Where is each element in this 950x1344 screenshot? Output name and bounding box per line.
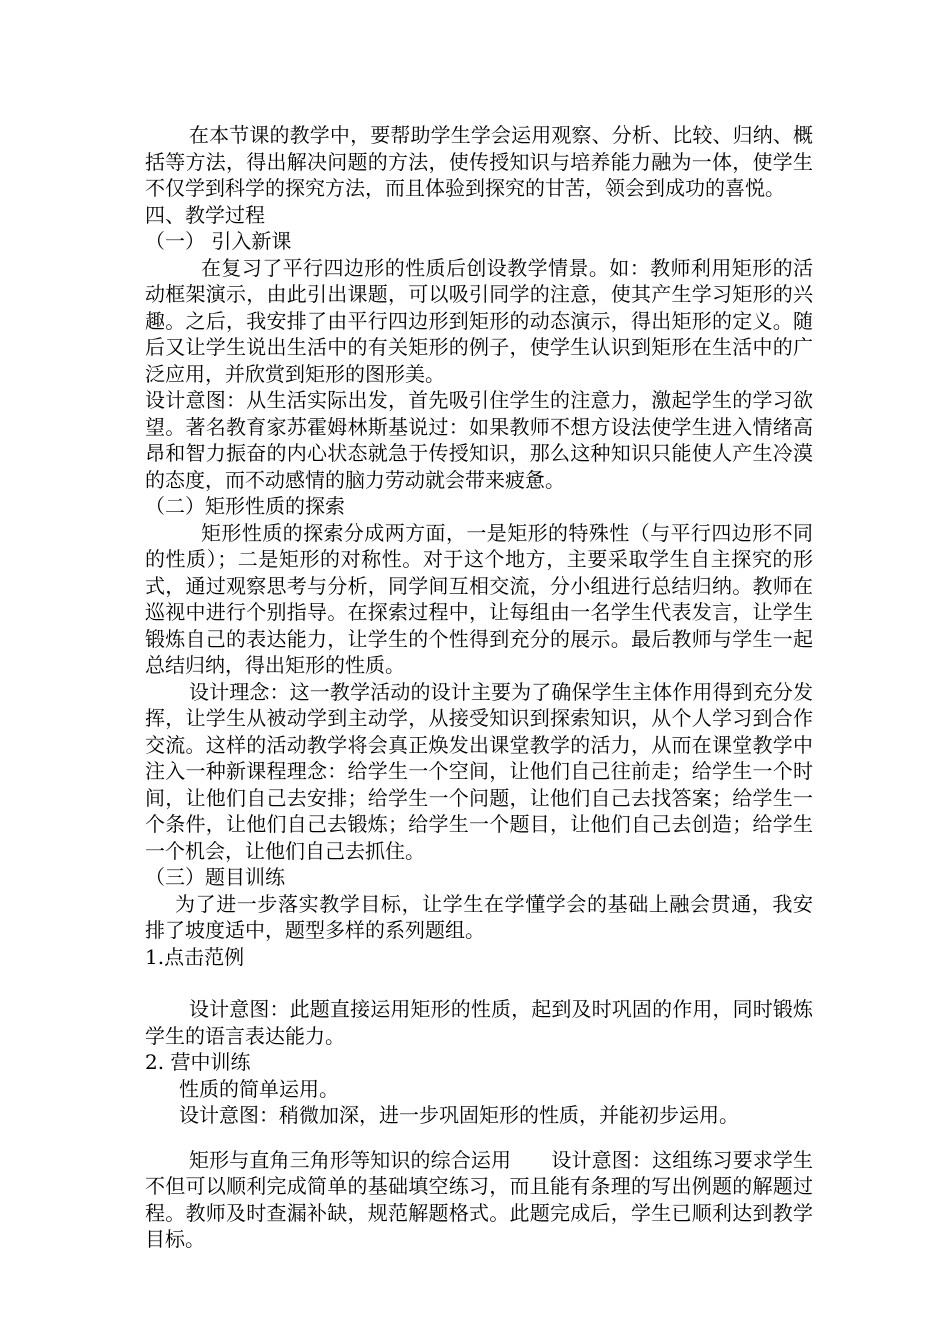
paragraph-exercise-intro: 为了进一步落实教学目标，让学生在学懂学会的基础上融会贯通，我安排了坡度适中，题型多样的系列题组。 <box>145 891 813 942</box>
heading-teaching-process: 四、教学过程 <box>145 202 265 227</box>
subheading-exercise-training: （三）题目训练 <box>145 865 285 889</box>
paragraph-comprehensive-application: 矩形与直角三角形等知识的综合运用 设计意图：这组练习要求学生不但可以顺利完成简单的基础填空练习，而且能有条理的写出例题的解题过程。教师及时查漏补缺，规范解题格式。此题完成后，学生已顺利达到教学目标。 <box>145 1147 813 1251</box>
paragraph-design-intent-3: 设计意图：稍微加深，进一步巩固矩形的性质，并能初步运用。 <box>179 1103 739 1127</box>
paragraph-design-concept: 设计理念：这一教学活动的设计主要为了确保学生主体作用得到充分发挥，让学生从被动学到主动学，从接受知识到探索知识，从个人学习到合作交流。这样的活动教学将会真正焕发出课堂教学的活力，从而在课堂教学中注入一种新课程理念：给学生一个空间，让他们自己往前走；给学生一个时间，让他们自己去安排；给学生一个问题，让他们自己去找答案；给学生一个条件，让他们自己去锻炼；给学生一个题目，让他们自己去创造；给学生一个机会，让他们自己去抓住。 <box>145 679 813 863</box>
item-training: 2. 营中训练 <box>145 1050 251 1074</box>
blank-space-2 <box>145 1129 813 1147</box>
subheading-introduce-new-lesson: （一） 引入新课 <box>145 229 292 253</box>
paragraph-design-intent-2: 设计意图：此题直接运用矩形的性质，起到及时巩固的作用，同时锻炼学生的语言表达能力。 <box>145 997 813 1048</box>
paragraph-design-intent-1: 设计意图：从生活实际出发，首先吸引住学生的注意力，激起学生的学习欲望。著名教育家苏霍姆林斯基说过：如果教师不想方设法使学生进入情绪高昂和智力振奋的内心状态就急于传授知识，那么这种知识只能使人产生冷漠的态度，而不动感情的脑力劳动就会带来疲惫。 <box>145 388 813 492</box>
item-example: 1.点击范例 <box>145 944 245 969</box>
blank-space <box>145 970 813 996</box>
document-body <box>145 122 813 1253</box>
paragraph-simple-application: 性质的简单运用。 <box>179 1076 339 1101</box>
paragraph-teaching-method: 在本节课的教学中，要帮助学生学会运用观察、分析、比较、归纳、概括等方法，得出解决问题的方法，使传授知识与培养能力融为一体，使学生不仅学到科学的探究方法，而且体验到探究的甘苦，领会到成功的喜悦。 <box>145 123 813 200</box>
paragraph-introduction: 在复习了平行四边形的性质后创设教学情景。如：教师利用矩形的活动框架演示，由此引出课题，可以吸引同学的注意，使其产生学习矩形的兴趣。之后，我安排了由平行四边形到矩形的动态演示，得出矩形的定义。随后又让学生说出生活中的有关矩形的例子，使学生认识到矩形在生活中的广泛应用，并欣赏到矩形的图形美。 <box>145 255 813 386</box>
subheading-rectangle-properties: （二）矩形性质的探索 <box>145 494 345 518</box>
paragraph-property-exploration: 矩形性质的探索分成两方面，一是矩形的特殊性（与平行四边形不同的性质）；二是矩形的对称性。对于这个地方，主要采取学生自主探究的形式，通过观察思考与分析，同学间互相交流，分小组进行总结归纳。教师在巡视中进行个别指导。在探索过程中，让每组由一名学生代表发言，让学生锻炼自己的表达能力，让学生的个性得到充分的展示。最后教师与学生一起总结归纳，得出矩形的性质。 <box>145 520 813 677</box>
